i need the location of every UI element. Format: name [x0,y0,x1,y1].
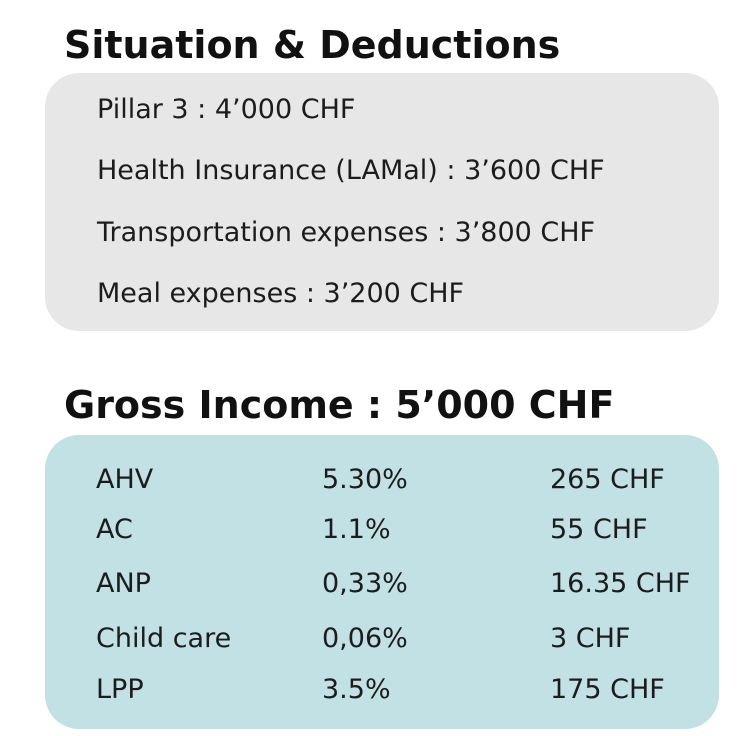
contribution-rate: 0,33% [322,568,408,599]
contribution-amount: 3 CHF [550,623,631,654]
deduction-pillar3: Pillar 3 : 4’000 CHF [97,94,356,125]
deductions-panel [45,73,719,331]
contributions-panel [45,435,719,729]
contribution-row [45,564,719,604]
contribution-row [45,619,719,659]
deduction-meal: Meal expenses : 3’200 CHF [97,278,465,309]
contribution-amount: 175 CHF [550,674,665,705]
contribution-name: ANP [96,568,151,599]
contribution-amount: 55 CHF [550,514,648,545]
contribution-name: Child care [96,623,232,654]
contribution-rate: 0,06% [322,623,408,654]
contribution-row [45,510,719,550]
contribution-rate: 1.1% [322,514,391,545]
situation-title: Situation & Deductions [64,23,561,67]
gross-income-title: Gross Income : 5’000 CHF [64,383,615,427]
deduction-health-insurance: Health Insurance (LAMal) : 3’600 CHF [97,155,605,186]
contribution-rate: 3.5% [322,674,391,705]
contribution-amount: 265 CHF [550,464,665,495]
contribution-row [45,670,719,710]
deduction-transportation: Transportation expenses : 3’800 CHF [97,217,596,248]
contribution-name: LPP [96,674,144,705]
contribution-rate: 5.30% [322,464,408,495]
contribution-name: AHV [96,464,154,495]
contribution-amount: 16.35 CHF [550,568,691,599]
contribution-row [45,460,719,500]
contribution-name: AC [96,514,133,545]
